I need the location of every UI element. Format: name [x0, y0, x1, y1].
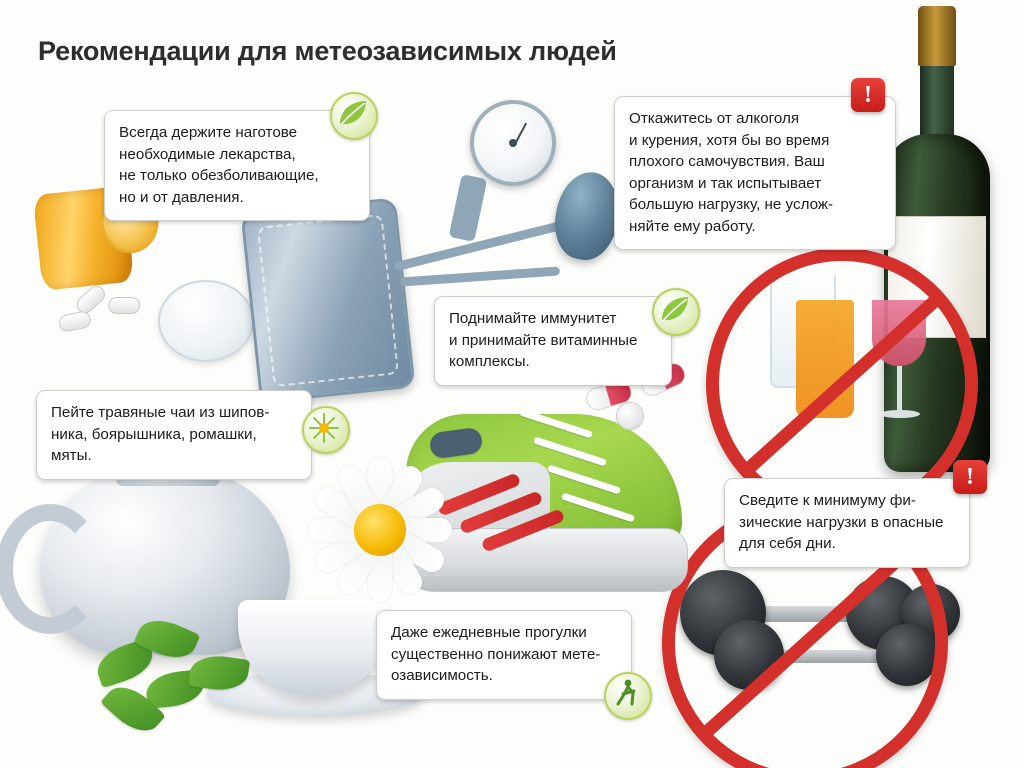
tonometer-gauge-stem-illustration [449, 174, 488, 242]
page-title: Рекомендации для метеозависимых людей [38, 36, 617, 66]
callout-immunity-line-3: комплексы. [449, 353, 530, 371]
mint-illustration [86, 616, 266, 746]
callout-immunity-line-2: и принимайте витаминные [449, 331, 638, 349]
callout-tea-line-2: ника, боярышника, ромашки, [51, 425, 257, 443]
blood-pressure-cuff-illustration [240, 197, 415, 403]
chamomile-illustration [300, 450, 460, 610]
exclamation-icon: ! [953, 460, 987, 494]
callout-tea-line-1: Пейте травяные чаи из шипов- [51, 404, 270, 421]
callout-alcohol-line-1: Откажитесь от алкоголя [629, 110, 800, 127]
callout-medicines-line-4: но и от давления. [119, 188, 244, 206]
callout-immunity [434, 296, 672, 386]
callout-alcohol-line-6: няйте ему работу. [629, 217, 756, 235]
callout-alcohol-smoking [614, 96, 896, 250]
pressure-gauge-illustration [470, 100, 556, 186]
exclamation-icon: ! [851, 78, 885, 112]
callout-medicines-line-2: необходимые лекарства, [119, 145, 296, 163]
callout-alcohol-line-5: большую нагрузку, не услож- [629, 196, 834, 214]
callout-walks-line-3: озависимость. [391, 667, 493, 685]
walking-person-icon [604, 672, 652, 720]
callout-alcohol-line-2: и курения, хотя бы во время [629, 131, 830, 149]
callout-alcohol-line-3: плохого самочувствия. Ваш [629, 153, 825, 171]
callout-alcohol-line-4: организм и так испытывает [629, 174, 822, 192]
petri-lens-illustration [158, 280, 254, 362]
leaf-icon [652, 288, 700, 336]
callout-load-line-1: Сведите к минимуму фи- [739, 492, 916, 509]
chamomile-badge-icon [302, 406, 350, 454]
callout-daily-walks [376, 610, 632, 700]
callout-medicines [104, 110, 370, 221]
callout-walks-line-1: Даже ежедневные прогулки [391, 624, 587, 641]
callout-medicines-line-1: Всегда держите наготове [119, 124, 298, 141]
callout-load-line-2: зические нагрузки в опасные [739, 513, 944, 531]
callout-physical-load [724, 478, 970, 568]
callout-walks-line-2: существенно понижают мете- [391, 645, 601, 663]
leaf-icon [330, 92, 378, 140]
tonometer-tube-illustration [393, 222, 560, 272]
callout-tea-line-3: мяты. [51, 447, 92, 465]
callout-medicines-line-3: не только обезболивающие, [119, 167, 319, 185]
tonometer-tube-secondary-illustration [400, 266, 560, 286]
callout-load-line-3: для себя дни. [739, 535, 836, 553]
callout-herbal-tea [36, 390, 312, 480]
callout-immunity-line-1: Поднимайте иммунитет [449, 310, 617, 327]
